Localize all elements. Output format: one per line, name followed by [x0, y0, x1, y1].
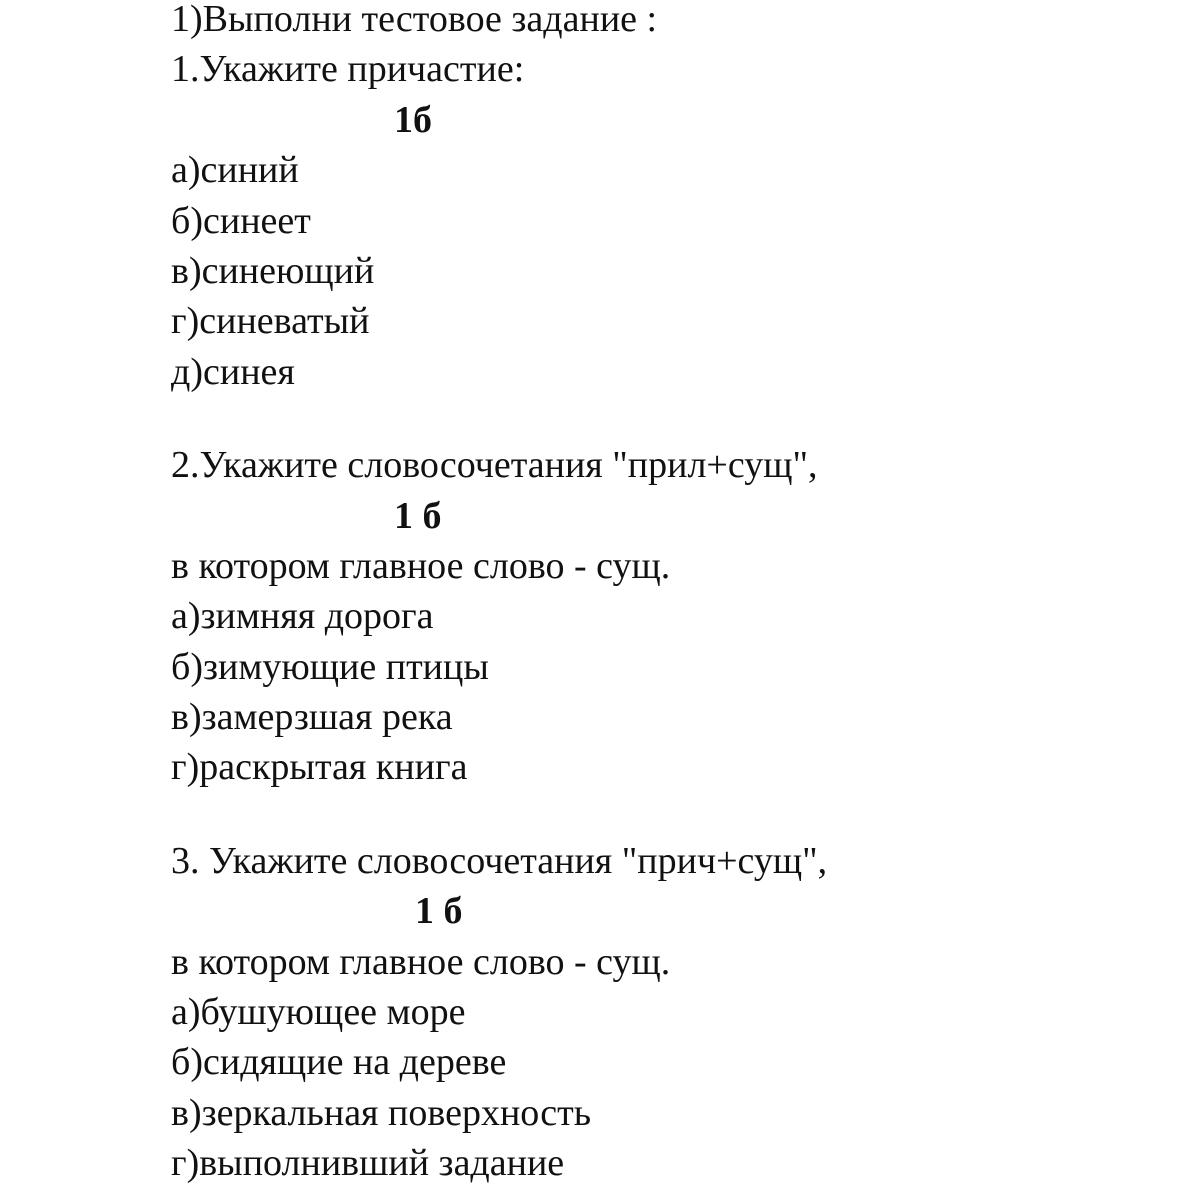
answer-option: а)бушующее море: [171, 991, 466, 1034]
answer-option: в)синеющий: [171, 249, 375, 292]
question-title: 2.Укажите словосочетания "прил+сущ",: [171, 444, 818, 487]
answer-option: в)зеркальная поверхность: [171, 1091, 592, 1134]
question-2: [171, 440, 1171, 793]
question-subtitle: в котором главное слово - сущ.: [171, 544, 671, 587]
answer-option: б)сидящие на дереве: [171, 1041, 507, 1084]
answer-option: г)раскрытая книга: [171, 746, 468, 789]
answer-option: в)замерзшая река: [171, 696, 453, 739]
question-points: 1б: [394, 98, 432, 141]
question-title: 3. Укажите словосочетания "прич+сущ",: [171, 839, 828, 882]
question-points: 1 б: [415, 890, 463, 933]
answer-option: г)выполнивший задание: [171, 1142, 565, 1185]
answer-option: г)синеватый: [171, 300, 370, 343]
answer-option: б)синеет: [171, 199, 311, 242]
question-3: [171, 836, 1171, 1189]
answer-option: а)зимняя дорога: [171, 595, 434, 638]
answer-option: б)зимующие птицы: [171, 645, 489, 688]
answer-option: д)синея: [171, 350, 295, 393]
question-title: 1.Укажите причастие:: [171, 48, 525, 91]
question-1: [171, 44, 1171, 397]
question-points: 1 б: [394, 494, 442, 537]
page-heading: 1)Выполни тестовое задание :: [171, 0, 658, 40]
section-spacer: [171, 397, 1171, 440]
question-subtitle: в котором главное слово - сущ.: [171, 940, 671, 983]
answer-option: а)синий: [171, 149, 299, 192]
document: [171, 0, 1171, 1189]
section-spacer: [171, 793, 1171, 836]
